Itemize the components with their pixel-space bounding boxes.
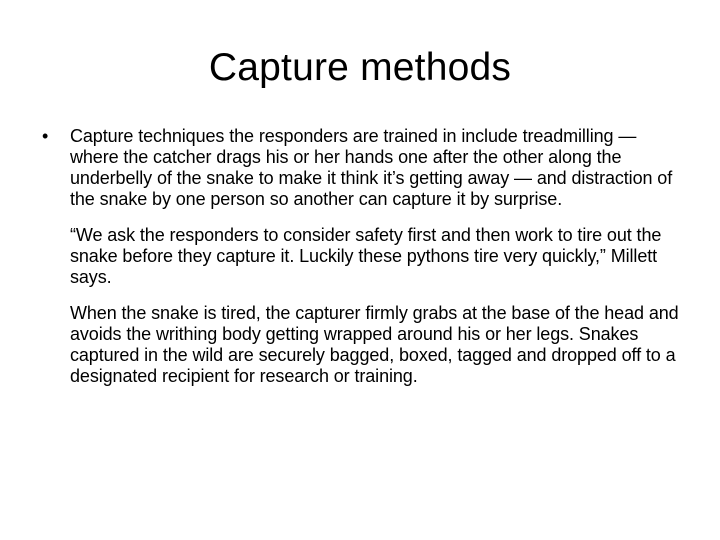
body-paragraph-2: [70, 225, 684, 288]
paragraph-text: “We ask the responders to consider safety first and then work to tire out the snake before they capture it. Luckily these pythons tire very quickly,” Millett says.: [70, 225, 662, 287]
paragraph-text: When the snake is tired, the capturer firmly grabs at the base of the head and avoids the writhing body getting wrapped around his or her legs. Snakes captured in the wild are securely bagged, boxed, tagged and dropped off to a designated recipient for research or training.: [70, 303, 679, 386]
bullet-icon: •: [42, 126, 49, 146]
slide-title: Capture methods: [208, 46, 512, 89]
body-paragraph-1: [42, 126, 684, 210]
slide-body: [36, 126, 684, 402]
paragraph-text: Capture techniques the responders are trained in include treadmilling — where the catcher drags his or her hands one after the other along the underbelly of the snake to make it think it’s getting away — and distraction of the snake by one person so another can capture it by surprise.: [70, 126, 673, 209]
body-paragraph-3: [70, 303, 684, 387]
